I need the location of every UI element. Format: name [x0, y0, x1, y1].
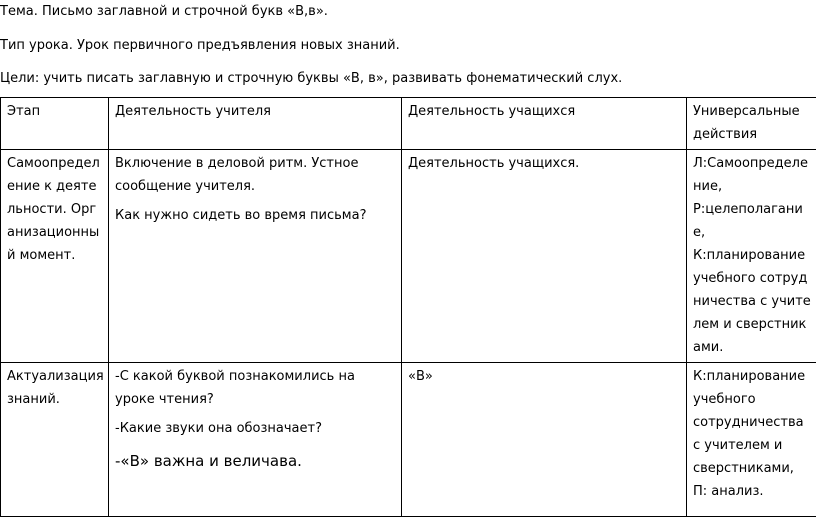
column-header-actions: Универсальные действия — [687, 98, 816, 150]
students-cell: «В» — [402, 363, 687, 517]
column-header-stage: Этап — [1, 98, 109, 150]
column-header-teacher: Деятельность учителя — [109, 98, 402, 150]
stage-cell: Самоопределение к деятельности. Организационный момент. — [1, 150, 109, 363]
teacher-cell — [109, 150, 402, 363]
table-header-row — [1, 98, 816, 150]
actions-text: К:планирование учебного сотрудничества с учителем и сверстниками. — [693, 244, 811, 359]
column-header-students: Деятельность учащихся — [402, 98, 687, 150]
actions-cell — [687, 363, 816, 517]
lesson-topic: Тема. Письмо заглавной и строчной букв «В,в». — [0, 4, 328, 20]
lesson-goals: Цели: учить писать заглавную и строчную буквы «В, в», развивать фонематический слух. — [0, 71, 622, 87]
stage-cell: Актуализация знаний. — [1, 363, 109, 517]
lesson-type: Тип урока. Урок первичного предъявления новых знаний. — [0, 38, 400, 54]
teacher-text: Включение в деловой ритм. Устное сообщение учителя. — [115, 152, 394, 198]
teacher-cell — [109, 363, 402, 517]
actions-text: К:планирование учебного сотрудничества с учителем и сверстниками, — [693, 365, 811, 480]
actions-text: Л:Самоопределение, — [693, 152, 811, 198]
teacher-text: -«В» важна и величава. — [115, 450, 394, 473]
actions-cell — [687, 150, 816, 363]
actions-text: Р:целеполагание, — [693, 198, 811, 244]
table-row — [1, 363, 816, 517]
students-cell: Деятельность учащихся. — [402, 150, 687, 363]
actions-text: П: анализ. — [693, 480, 811, 503]
teacher-text: Как нужно сидеть во время письма? — [115, 204, 394, 227]
teacher-text: -С какой буквой познакомились на уроке чтения? — [115, 365, 394, 411]
lesson-plan-table — [0, 97, 816, 517]
teacher-text: -Какие звуки она обозначает? — [115, 417, 394, 440]
table-row — [1, 150, 816, 363]
